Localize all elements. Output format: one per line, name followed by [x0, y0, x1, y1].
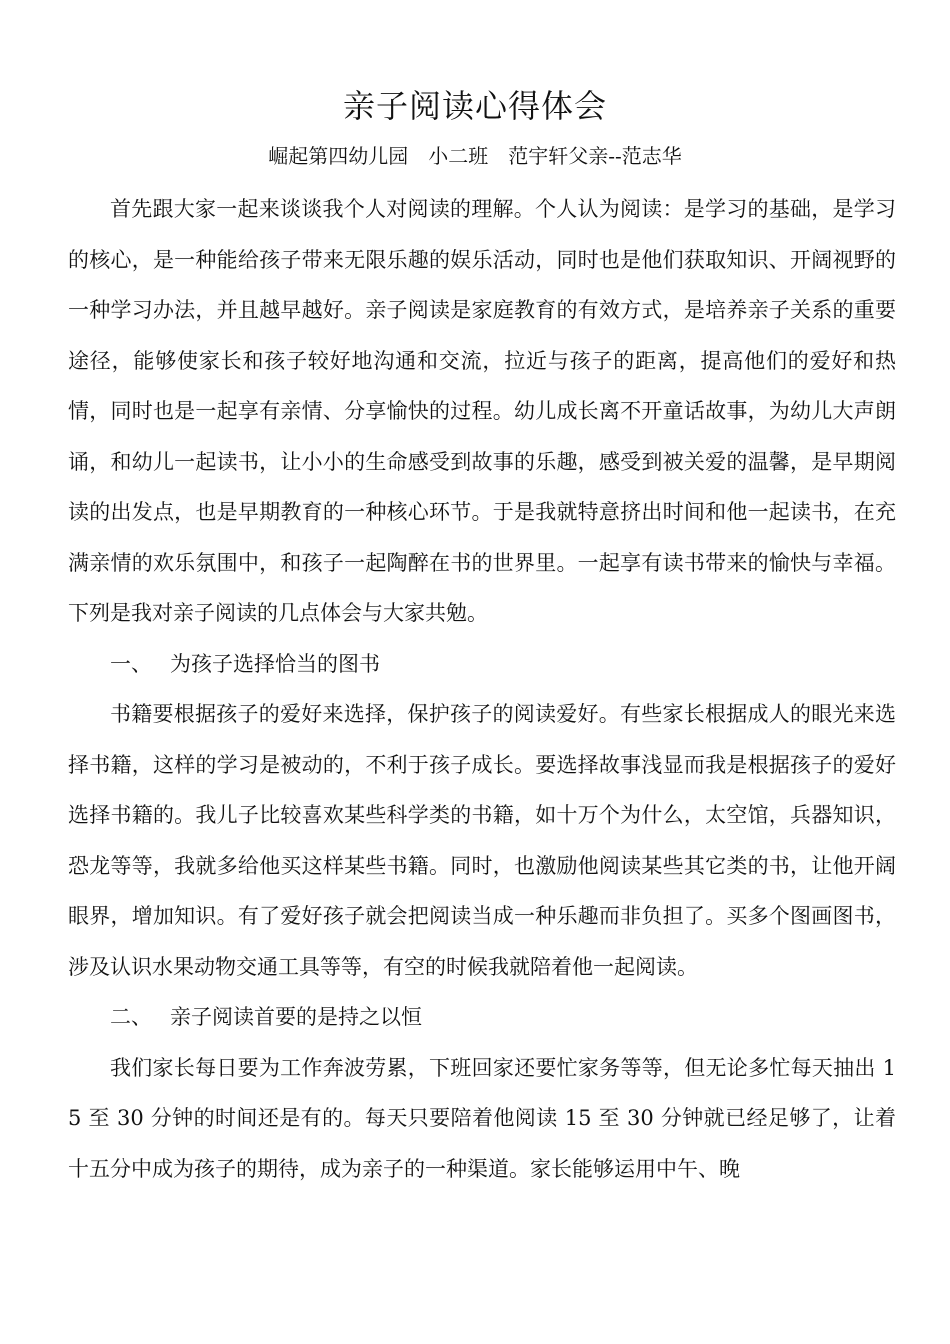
section-paragraph-1: 书籍要根据孩子的爱好来选择，保护孩子的阅读爱好。有些家长根据成人的眼光来选择书籍，这样的学习是被动的，不利于孩子成长。要选择故事浅显而我是根据孩子的爱好选择书籍的。我儿子比较喜欢某些科学类的书籍，如十万个为什么，太空馆，兵器知识，恐龙等等，我就多给他买这样某些书籍。同时，也激励他阅读某些其它类的书，让他开阔眼界，增加知识。有了爱好孩子就会把阅读当成一种乐趣而非负担了。买多个图画图书，涉及认识水果动物交通工具等等，有空的时候我就陪着他一起阅读。	[68, 702, 896, 979]
section-number-2: 二、	[110, 1005, 152, 1029]
section-heading-text-2: 亲子阅读首要的是持之以恒	[170, 1005, 422, 1029]
section-heading-2	[68, 992, 896, 1043]
document-body	[68, 184, 896, 1194]
document-subtitle: 崛起第四幼儿园 小二班 范宇轩父亲--范志华	[268, 144, 682, 168]
section-heading-1	[68, 639, 896, 690]
document-title: 亲子阅读心得体会	[342, 87, 607, 125]
section-number-1: 一、	[110, 651, 152, 676]
intro-paragraph: 首先跟大家一起来谈谈我个人对阅读的理解。个人认为阅读：是学习的基础，是学习的核心，是一种能给孩子带来无限乐趣的娱乐活动，同时也是他们获取知识、开阔视野的一种学习办法，并且越早越好。亲子阅读是家庭教育的有效方式，是培养亲子关系的重要途径，能够使家长和孩子较好地沟通和交流，拉近与孩子的距离，提高他们的爱好和热情，同时也是一起享有亲情、分享愉快的过程。幼儿成长离不开童话故事，为幼儿大声朗诵，和幼儿一起读书，让小小的生命感受到故事的乐趣，感受到被关爱的温馨，是早期阅读的出发点，也是早期教育的一种核心环节。于是我就特意挤出时间和他一起读书，在充满亲情的欢乐氛围中，和孩子一起陶醉在书的世界里。一起享有读书带来的愉快与幸福。下列是我对亲子阅读的几点体会与大家共勉。	[68, 197, 896, 625]
section-heading-text-1: 为孩子选择恰当的图书	[170, 651, 380, 676]
section-paragraph-2: 我们家长每日要为工作奔波劳累，下班回家还要忙家务等等，但无论多忙每天抽出 15 至 30 分钟的时间还是有的。每天只要陪着他阅读 15 至 30 分钟就已经足够了，让着十五分中成为孩子的期待，成为亲子的一种渠道。家长能够运用中午、晚	[68, 1055, 896, 1181]
